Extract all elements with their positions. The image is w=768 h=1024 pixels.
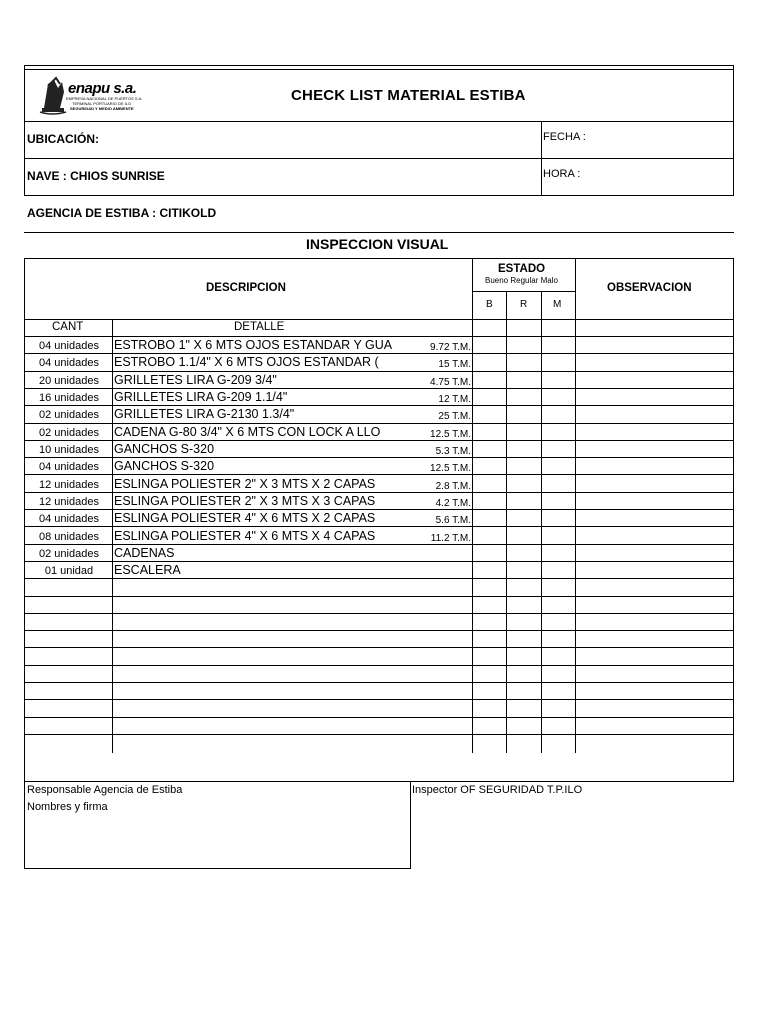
row-line: [24, 561, 734, 562]
row-cant: 02 unidades: [39, 427, 99, 439]
cant-header: CANT: [52, 321, 84, 333]
row-line: [24, 474, 734, 475]
row-line: [24, 388, 734, 389]
row-cant: 04 unidades: [39, 340, 99, 352]
row-capacity: 11.2 T.M.: [430, 533, 471, 544]
row-capacity: 5.3 T.M.: [435, 446, 471, 457]
row-cant: 10 unidades: [39, 444, 99, 456]
header-divider-1: [24, 121, 734, 122]
r-header: R: [520, 299, 528, 310]
row-detalle: GRILLETES LIRA G-2130 1.3/4": [114, 407, 295, 421]
estado-subheader: Bueno Regular Malo: [485, 276, 558, 285]
row-line: [24, 613, 734, 614]
section-title: INSPECCION VISUAL: [306, 236, 449, 252]
observacion-header: OBSERVACION: [607, 282, 692, 294]
row-line: [24, 647, 734, 648]
row-cant: 04 unidades: [39, 513, 99, 525]
row-capacity: 4.75 T.M.: [430, 377, 471, 388]
row-line: [24, 544, 734, 545]
ubicacion-label: UBICACIÓN:: [27, 132, 99, 146]
col-divider-m: [541, 291, 542, 753]
row-detalle: ESTROBO 1" X 6 MTS OJOS ESTANDAR Y GUA: [114, 338, 393, 352]
logo-subtitle-2: TERMINAL PORTUARIO DE ILO: [72, 101, 132, 106]
row-cant: 04 unidades: [39, 461, 99, 473]
row-capacity: 2.8 T.M.: [435, 481, 471, 492]
b-header: B: [486, 299, 493, 310]
row-cant: 01 unidad: [44, 565, 94, 577]
m-header: M: [553, 299, 562, 310]
row-line: [24, 699, 734, 700]
row-cant: 16 unidades: [39, 392, 99, 404]
row-line: [24, 596, 734, 597]
row-capacity: 15 T.M.: [438, 359, 471, 370]
row-line: [24, 682, 734, 683]
row-line: [24, 457, 734, 458]
row-line: [24, 665, 734, 666]
nombres-label: Nombres y firma: [27, 801, 108, 813]
row-detalle: ESCALERA: [114, 563, 181, 577]
row-capacity: 25 T.M.: [438, 411, 471, 422]
row-capacity: 5.6 T.M.: [435, 515, 471, 526]
row-line: [24, 423, 734, 424]
fecha-label: FECHA :: [543, 131, 586, 143]
logo-subtitle-1: EMPRESA NACIONAL DE PUERTOS S.A.: [66, 96, 143, 101]
row-line: [24, 734, 734, 735]
row-capacity: 4.2 T.M.: [435, 498, 471, 509]
row-line: [24, 717, 734, 718]
agencia-label: AGENCIA DE ESTIBA : CITIKOLD: [27, 206, 217, 220]
row-detalle: ESTROBO 1.1/4" X 6 MTS OJOS ESTANDAR (: [114, 355, 379, 369]
row-line: [24, 336, 734, 337]
row-detalle: ESLINGA POLIESTER 4" X 6 MTS X 4 CAPAS: [114, 529, 376, 543]
row-line: [24, 353, 734, 354]
row-cant: 04 unidades: [39, 357, 99, 369]
row-capacity: 12 T.M.: [438, 394, 471, 405]
logo-text: enapu s.a.: [68, 80, 137, 97]
inspector-label: Inspector OF SEGURIDAD T.P.ILO: [412, 784, 583, 796]
row-line: [24, 440, 734, 441]
row-line: [24, 578, 734, 579]
header-col-divider: [541, 121, 542, 196]
row-cant: 20 unidades: [39, 375, 99, 387]
nave-label: NAVE : CHIOS SUNRISE: [27, 169, 165, 183]
header-divider-2: [24, 158, 734, 159]
row-detalle: ESLINGA POLIESTER 2" X 3 MTS X 2 CAPAS: [114, 477, 376, 491]
descripcion-header: DESCRIPCION: [206, 282, 286, 294]
col-divider-obs: [575, 258, 576, 753]
row-detalle: CADENAS: [114, 546, 175, 560]
row-cant: 12 unidades: [39, 496, 99, 508]
row-cant: 02 unidades: [39, 409, 99, 421]
row-line: [24, 509, 734, 510]
row-detalle: ESLINGA POLIESTER 4" X 6 MTS X 2 CAPAS: [114, 511, 376, 525]
row-capacity: 12.5 T.M.: [430, 463, 471, 474]
estado-sub-divider: [472, 291, 576, 292]
row-detalle: GANCHOS S-320: [114, 459, 215, 473]
col-divider-b: [472, 258, 473, 753]
table-header-bottom: [24, 319, 734, 320]
detalle-header: DETALLE: [234, 321, 285, 333]
logo-subtitle-3: SEGURIDAD Y MEDIO AMBIENTE: [70, 106, 134, 111]
row-detalle: GANCHOS S-320: [114, 442, 215, 456]
row-cant: 08 unidades: [39, 531, 99, 543]
header-top-double: [24, 69, 734, 70]
estado-header: ESTADO: [498, 263, 546, 275]
row-capacity: 9.72 T.M.: [430, 342, 471, 353]
row-capacity: 12.5 T.M.: [430, 429, 471, 440]
row-line: [24, 526, 734, 527]
row-line: [24, 492, 734, 493]
row-line: [24, 405, 734, 406]
row-cant: 12 unidades: [39, 479, 99, 491]
row-detalle: GRILLETES LIRA G-209 1.1/4": [114, 390, 288, 404]
col-divider-r: [506, 291, 507, 753]
row-detalle: ESLINGA POLIESTER 2" X 3 MTS X 3 CAPAS: [114, 494, 376, 508]
enapu-logo: [38, 74, 158, 116]
section-rule: [24, 232, 734, 233]
row-line: [24, 371, 734, 372]
page-title: CHECK LIST MATERIAL ESTIBA: [291, 87, 526, 104]
responsable-label: Responsable Agencia de Estiba: [27, 784, 183, 796]
row-detalle: CADENA G-80 3/4" X 6 MTS CON LOCK A LLO: [114, 425, 381, 439]
row-cant: 02 unidades: [39, 548, 99, 560]
row-detalle: GRILLETES LIRA G-209 3/4": [114, 373, 277, 387]
hora-label: HORA :: [543, 168, 581, 180]
row-line: [24, 630, 734, 631]
